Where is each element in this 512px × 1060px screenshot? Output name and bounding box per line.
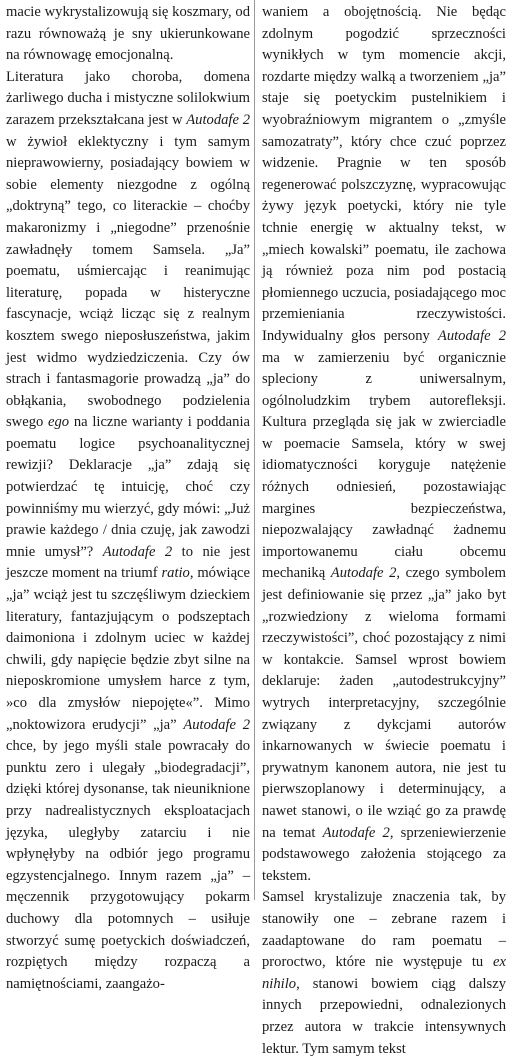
text-run: , mówiące „ja” wciąż jest tu szczęśliwym dzieckiem literatury, fantazjującym o podszeptach daimoniona i zdolnym uciec w każdej chwili, gdy napięcie będzie zbyt silne na nieposkromione umysłem harce z tym, »co dla zmysłów niepojęte«”. Mimo „noktowizora erudycji” „ja” [6,565,250,733]
italic-term: ego [48,414,70,431]
italic-title: Autodafe 2 [102,543,173,560]
paragraph-literature-illness [6,67,250,996]
text-run: chce, by jego myśli stale powracały do punktu zero i ulegały „biodegradacji”, dzięki której dysonanse, tak nieuniknione przy nadrealistycznych eksploatacjach języka, uległyby zatarciu i nie wpłynęłyby na odbiór jego programu egzystencjalnego. Innym razem „ja” – męczennik przygotowujący pokarm duchowy dla potomnych – usiłuje stworzyć sumę poetyckich doświadczeń, rozpiętych między rozpaczą a namiętnościami, zaangażo- [6,738,250,992]
text-run: Samsel krystalizuje znaczenia tak, by stanowiły one – zebrane razem i zaadaptowane do ram poematu – proroctwo, które nie występuje tu [262,889,506,971]
text-run: Literatura jako choroba, domena żarliwego ducha i mistyczne solilokwium zarazem przekształcana jest w [6,68,250,128]
italic-term: ex nihilo [262,954,506,992]
text-run: , czego symbolem jest definiowanie się przez „ja” jako byt „rozwiedziony z wieloma formami rzeczywistości”, choć pozostający z nimi w kontakcie. Samsel wprost bowiem deklaruje: żaden „autodestrukcyjny” wytrych interpretacyjny, szczególnie związany z dykcjami autorów inkarnowanych w świecie poematu i prywatnym kanonem autora, nie jest tu pierwszoplanowy i determinujący, a nawet stanowi, o ile wziąć go za prawdę na temat [262,565,507,841]
italic-title: Autodafe 2 [186,111,250,128]
text-run: waniem a obojętnością. Nie będąc zdolnym pogodzić sprzeczności wynikłych w tym momencie akcji, rozdarte między walką a tworzeniem „ja” staje się poetyckim pustelnikiem i wyobraźniowym migrantem o „zmyśle samozatraty”, który chce czuć poprzez widzenie. Pragnie w ten sposób regenerować polszczyznę, wypracowując żywy język poetycki, który nie tyle tchnie energię w aktualny tekst, w „miech kowalski” poematu, ile zachowa ją również poza nim pod postacią płomiennego uczucia, posiadającego moc przemieniania rzeczywistości. Indywidualny głos persony [262,4,506,344]
italic-title: Autodafe 2 [183,716,250,733]
text-run: , stanowi bowiem ciąg dalszy innych przepowiedni, odnalezionych przez autora w trakcie intensywnych lektur. Tym samym tekst [262,975,506,1057]
italic-title: Autodafe 2 [330,565,397,582]
italic-term: ratio [161,565,190,582]
text-run: , sprzeniewierzenie podstawowego założenia stojącego za tekstem. [262,824,506,884]
paragraph-continuation [262,2,506,887]
text-run: ma w zamierzeniu być organicznie spleciony z uniwersalnym, ogólnoludzkim trybem autorefleksji. Kultura przegląda się jak w zwierciadle w poemacie Samsela, który w swej idiomatyczności koryguje natężenie różnych odniesień, pozostawiając margines bezpieczeństwa, niepozwalający zawładnąć żadnemu importowanemu ciału obcemu mechaniką [262,349,506,582]
text-column-left [6,2,250,995]
column-divider [254,0,255,900]
text-run: w żywioł eklektyczny i tym samym nieprawowierny, posiadający bowiem w sobie elementy niezgodne z ogólną „doktryną” tego, co literackie – choćby makaronizmy i „niegodne” przenośnie zawładnęły tomem Samsela. „Ja” poematu, uśmiercając i reanimując literaturę, popada w histeryczne fascynacje, wciąż licząc się z realnym kosztem swego nieposłuszeństwa, jakim jest widmo wydziedziczenia. Czy ów strach i fantasmagorie prowadzą „ja” do obłąkania, swobodnego podzielenia swego [6,133,250,431]
paragraph-continuation: macie wykrystalizowują się koszmary, od razu równoważą je sny ukierunkowane na równowagę emocjonalną. [6,4,250,64]
italic-title: Autodafe 2 [322,824,390,841]
text-column-right [262,2,506,1060]
paragraph-samsel-crystallizes [262,887,506,1060]
text-run: na liczne warianty i poddania poematu logice psychoanalitycznej rewizji? Deklaracje „ja” zdają się potwierdzać tę intuicję, choć czy powinniśmy mu wierzyć, gdy mówi: „Już prawie każdego / dnia czuję, jak zawodzi mnie umysł”? [6,414,251,560]
italic-title: Autodafe 2 [437,327,506,344]
text-run: to nie jest jeszcze moment na triumf [6,543,250,582]
